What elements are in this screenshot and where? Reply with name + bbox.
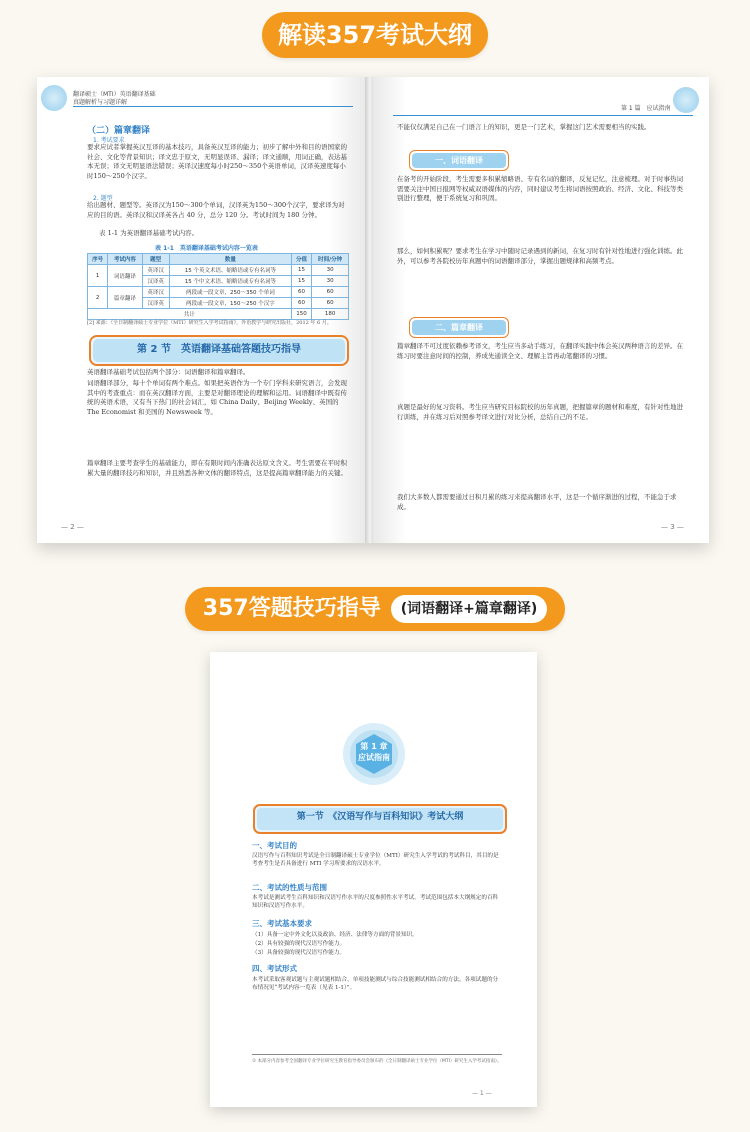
section-title-box [253,804,507,834]
table-row [88,287,349,298]
table-header: 序号 [88,254,108,265]
paragraph-5: 词语翻译部分，每十个单词有两个难点。如果把英语作为一个专门学科来研究语言，会发现其中的考查重点：而在英汉翻译方面，主要是对翻译理论的理解和运用。词语翻译中既有传统的英语术语，又有当下热门的社会词汇，如 China Daily、Beijing Weekly、英国的 The Economist 和美国的 Newsweek 等。 [87,379,347,416]
table-cell: 30 [312,276,349,287]
sub-heading-1: 1. 考试要求 [93,137,125,144]
right-header: 第 1 篇 应试指南 [621,105,671,112]
table-cell: 英译汉 [142,265,169,276]
tag-label: 一、词语翻译 [412,153,506,168]
header-pill: 解读357考试大纲 [262,12,488,58]
table-cell: 30 [312,265,349,276]
section-title-box [89,335,349,366]
paragraph-5: 我们大多数人都需要通过日积月累的练习来提高翻译水平，这是一个循序渐进的过程，不能急于求成。 [397,493,677,511]
table-cell: 1 [88,265,108,287]
table-header: 题型 [142,254,169,265]
section-heading: （二）篇章翻译 [87,126,151,136]
table-cell: 两段或一段文章，150～250 个汉字 [169,298,291,309]
page-number: — 2 — [61,523,84,531]
heading-3: 三、考试基本要求 [252,919,312,928]
paragraph-1: 汉语写作与百科知识考试是全日制翻译硕士专业学位（MTI）研究生入学考试的考试科目，其目的是考查考生是否具备进行 MTI 学习所要求的汉语水平。 [252,853,499,868]
single-page [210,652,537,1107]
paragraph-3: 表 1-1 为英语翻译基础考试内容。 [99,229,199,237]
table-total-row [88,309,349,320]
paragraph-4: 本考试采取客观试题与主观试题相结合，单项技能测试与综合技能测试相结合的方法。各项试题的分布情况见“考试内容一览表（见表 1-1）”。 [252,977,499,992]
table-cell: 词语翻译 [108,265,142,287]
paragraph-0: 不能仅仅满足自己在一门语言上的知识，更是一门艺术，掌握这门艺术需要相当的实践。 [397,123,651,131]
chapter-label [342,741,406,763]
paragraph-1: 在备考的开始阶段，考生需要多积累缩略语、专有名词的翻译，反复记忆，注意梳理。对于时事热词需要关注中国日报网等权威双语媒体的内容，同时建议考生将词语按照政治、经济、文化、科技等类别进行整理，便于系统复习和巩固。 [397,175,683,203]
chapter-title: 应试指南 [358,753,390,762]
exam-content-table [87,253,349,320]
table-caption: 表 1-1 英语翻译基础考试内容一览表 [155,245,258,252]
table-header: 数量 [169,254,291,265]
table-cell: 150 [291,309,311,320]
table-cell: 汉译英 [142,276,169,287]
paragraph-1: 要求应试者掌握英汉互译的基本技巧，具备英汉互译的能力；初步了解中外和目的语国家的社会、文化等背景知识；译文忠于原文，无明显误译、漏译；译文通顺，用词正确，表达基本无误；译文无明显语法错误；英译汉速度每小时250～350个英语单词，汉译英速度每小时150～250个汉字。 [87,143,347,180]
book-spread [37,77,709,543]
left-page [37,77,367,543]
table-cell: 60 [312,298,349,309]
right-page [373,77,709,543]
table-cell: 英译汉 [142,287,169,298]
table-row [88,265,349,276]
table-cell: 汉译英 [142,298,169,309]
table-header-row [88,254,349,265]
heading-2: 二、考试的性质与范围 [252,883,327,892]
table-header: 考试内容 [108,254,142,265]
table-cell: 15 个中文术语、缩略语或专有名词等 [169,276,291,287]
left-header-line2: 真题解析与习题详解 [73,99,128,106]
table-cell: 180 [312,309,349,320]
footnote: ① 本部分内容参考全国翻译专业学位研究生教育指导委员会颁布的《全日制翻译硕士专业学位（MTI）研究生入学考试指南》。 [252,1054,502,1065]
chapter-number: 第 1 章 [360,742,388,751]
page-number: — 3 — [661,523,684,531]
decorative-circle-icon [673,87,699,113]
paragraph-4: 英语翻译基础考试包括两个部分：词语翻译和篇章翻译。 [87,368,250,376]
paragraph-3: 篇章翻译不可过度依赖参考译文，考生应当多动手练习，在翻译实践中体会英汉两种语言的差异。在练习时要注意时间的控制，养成先通读全文、理解主旨再动笔翻译的习惯。 [397,342,683,360]
paragraph-2: 给出题材、题型等。英译汉为150～300个单词，汉译英为150～300个汉字，要求译为对应的目的语。英译汉和汉译英各占 40 分，总分 120 分。考试时间为 180 分钟。 [87,201,345,219]
tag-passage-translation [409,317,509,338]
table-cell: 60 [291,287,311,298]
paragraph-6: 篇章翻译主要考查学生的基础能力，即在有限时间内准确表达原文含义。考生需要在平时积累大量的翻译技巧和知识，并且熟悉各种文体的翻译特点，这是提高篇章翻译能力的关键。 [87,459,347,477]
paragraph-2: 那么，如何积累呢？要求考生在学习中随时记录遇到的新词，在复习时有针对性地进行强化训练。此外，可以参考各院校历年真题中的词语翻译部分，掌握出题规律和高频考点。 [397,247,683,265]
page-number: — 1 — [472,1090,492,1097]
heading-4: 四、考试形式 [252,964,297,973]
table-cell: 共计 [88,309,292,320]
table-cell: 15 [291,276,311,287]
table-cell: 15 [291,265,311,276]
section-pill-title: 357答题技巧指导 [202,596,381,621]
table-header: 分值 [291,254,311,265]
tag-word-translation [409,150,509,171]
paragraph-2: 本考试是测试考生百科知识和汉语写作水平的尺度参照性水平考试。考试范围包括本大纲规定的百科知识和汉语写作水平。 [252,895,499,910]
table-cell: 两段或一段文章，250～350 个单词 [169,287,291,298]
table-cell: 2 [88,287,108,309]
table-header: 时间/分钟 [312,254,349,265]
tag-label: 二、篇章翻译 [412,320,506,335]
header-rule [393,115,693,116]
table-cell: 60 [291,298,311,309]
list-item: （1）具备一定中外文化以及政治、经济、法律等方面的背景知识。 [252,932,418,938]
section-pill-subtitle: (词语翻译+篇章翻译) [391,595,548,623]
section-title: 第一节 《汉语写作与百科知识》考试大纲 [257,808,503,830]
table-note: [2] 来源：《全日制翻译硕士专业学位（MTI）研究生入学考试指南》，外语教学与研究出版社，2012 年 6 月。 [87,320,332,326]
header-rule [73,106,353,107]
left-header-line1: 翻译硕士（MTI）英语翻译基础 [73,91,156,98]
decorative-circle-icon [41,85,67,111]
table-cell: 60 [312,287,349,298]
paragraph-4: 真题是最好的复习资料。考生应当研究目标院校的历年真题，把握篇章的题材和难度，有针对性地进行训练，并在练习后对照参考译文进行对比分析，总结自己的不足。 [397,403,683,421]
list-item: （3）具备较强的现代汉语写作能力。 [252,950,346,956]
sub-heading-2: 2. 题型 [93,195,113,202]
list-item: （2）具有较强的现代汉语写作能力。 [252,941,346,947]
section-pill [185,587,565,631]
table-cell: 篇章翻译 [108,287,142,309]
table-cell: 15 个英文术语、缩略语或专有名词等 [169,265,291,276]
section-title: 第 2 节 英语翻译基础答题技巧指导 [93,339,345,362]
heading-1: 一、考试目的 [252,841,297,850]
